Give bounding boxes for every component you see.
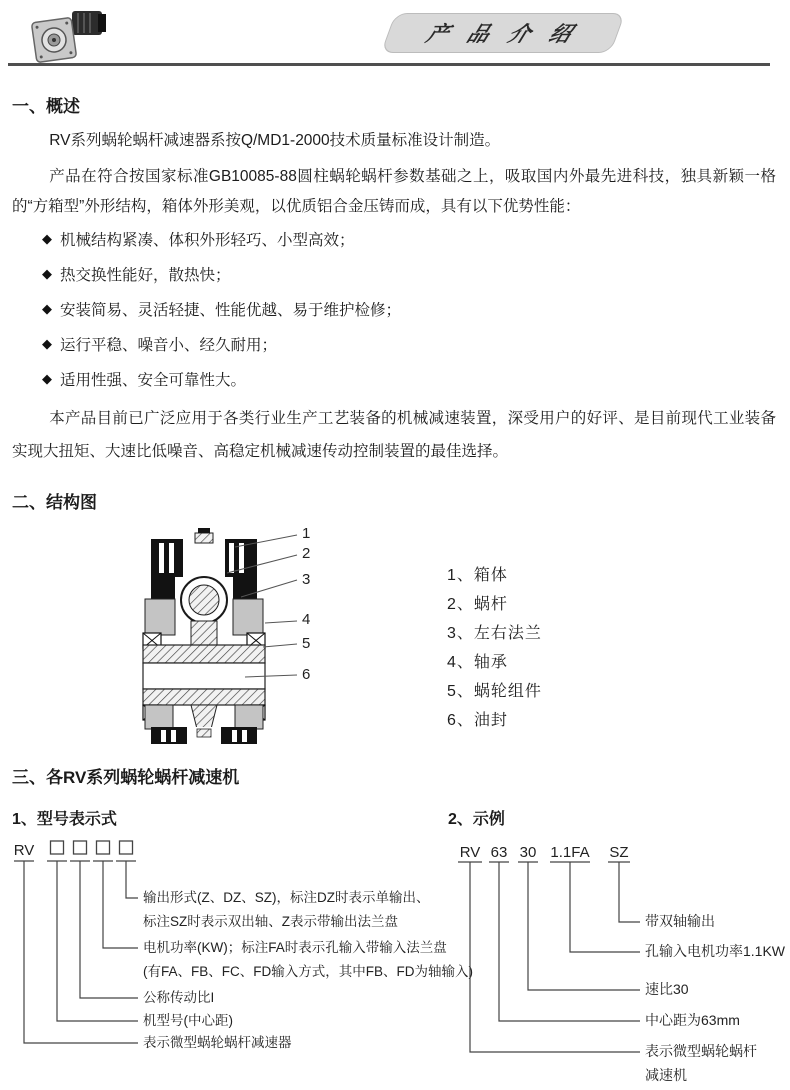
legend-item: 3、左右法兰 [447,625,542,642]
feature-text: 热交换性能好，散热快； [60,267,231,284]
example-annotation: 减速机 [645,1067,687,1083]
overview-para-3: 本产品目前已广泛应用于各类行业生产工艺装备的机械减速装置，深受用户的好评、是目前现代工业装备实现大扭矩、大速比低噪音、高稳定机械减速传动控制装置的最佳选择。 [12,410,776,460]
housing-top-fins [151,528,257,579]
reducer-photo-icon [28,6,108,62]
diamond-bullet-icon: ◆ [42,231,52,246]
model-annotation: (有FA、FB、FC、FD输入方式，其中FB、FD为轴输入) [143,964,473,979]
structure-heading: 二、结构图 [12,493,97,512]
header-divider [8,63,770,66]
model-annotation: 公称传动比I [143,990,215,1005]
page-title-banner [381,13,626,53]
overview-para-1: RV系列蜗轮蜗杆减速器系按Q/MD1-2000技术质量标准设计制造。 [49,132,501,149]
feature-item [42,263,762,285]
model-format-diagram [10,834,473,1084]
diamond-bullet-icon: ◆ [42,336,52,351]
diamond-bullet-icon: ◆ [42,371,52,386]
example-token: 1.1FA [550,844,590,861]
flange-bottom-left [145,705,173,729]
overview-heading: 一、概述 [12,97,80,116]
example-token: 63 [490,844,508,861]
worm-section [181,577,227,623]
model-format-connectors [14,861,138,1043]
diamond-bullet-icon: ◆ [42,301,52,316]
flange-left [145,599,175,635]
top-bolt [195,533,213,543]
callout-number: 3 [302,571,311,588]
legend-item: 6、油封 [447,712,508,729]
feature-item [42,368,762,390]
model-annotation: 电机功率(KW)；标注FA时表示孔输入带输入法兰盘 [143,940,447,955]
callout-number: 2 [302,545,311,562]
flange-bottom-right [235,705,263,729]
callout-number: 5 [302,635,311,652]
housing-step-left [151,577,175,599]
motor-body [72,11,102,35]
example-heading: 2、示例 [448,811,505,828]
wheel-band-top [143,645,265,663]
feature-item [42,298,762,320]
legend-item: 1、箱体 [447,567,508,584]
callout-number: 1 [302,525,311,542]
page-title: 产 品 介 绍 [423,23,582,46]
callout-number: 4 [302,611,311,628]
example-token: RV [459,844,481,861]
callout-number: 6 [302,666,311,683]
feature-text: 安装简易、灵活轻捷、性能优越、易于维护检修； [60,302,402,319]
overview-para-2: 产品在符合按国家标准GB10085-88圆柱蜗轮蜗杆参数基础之上，吸取国内外最先进科技，独具新颖一格的“方箱型”外形结构，箱体外形美观，以优质铝合金压铸而成，具有以下优势性能： [12,168,776,215]
example-diagram [448,834,790,1090]
example-annotation: 中心距为63mm [645,1012,740,1028]
model-annotation: 输出形式(Z、DZ、SZ)，标注DZ时表示单输出、 [143,890,430,905]
feature-item [42,228,762,250]
page-header [0,0,790,66]
model-format-heading: 1、型号表示式 [12,811,117,828]
example-token: SZ [609,844,629,861]
example-annotation: 表示微型蜗轮蜗杆 [645,1043,757,1059]
legend-item: 4、轴承 [447,654,508,671]
placeholder-boxes [51,841,133,854]
legend-item: 5、蜗轮组件 [447,683,542,700]
example-annotation: 速比30 [645,981,689,997]
feature-item [42,333,762,355]
feature-text: 机械结构紧凑、体积外形轻巧、小型高效； [60,232,355,249]
model-annotation: 机型号(中心距) [143,1013,233,1028]
output-boss [191,705,217,729]
example-annotation: 带双轴输出 [645,913,715,929]
housing-bottom-fins [151,727,257,744]
legend-item: 2、蜗杆 [447,596,508,613]
example-token: 30 [519,844,537,861]
structure-drawing [135,523,325,751]
feature-text: 适用性强、安全可靠性大。 [60,372,247,389]
feature-text: 运行平稳、噪音小、经久耐用； [60,337,278,354]
example-annotation: 孔输入电机功率1.1KW [645,943,786,959]
shaft-hub [191,621,217,645]
wheel-band-mid [143,663,265,689]
wheel-band-bottom [143,689,265,705]
flange-right [233,599,263,635]
model-prefix: RV [13,842,35,859]
example-connectors [458,862,640,1052]
series-heading: 三、各RV系列蜗轮蜗杆减速机 [12,768,240,787]
model-annotation: 标注SZ时表示双出轴、Z表示带输出法兰盘 [143,914,398,929]
diamond-bullet-icon: ◆ [42,266,52,281]
model-annotation: 表示微型蜗轮蜗杆减速器 [143,1035,292,1050]
